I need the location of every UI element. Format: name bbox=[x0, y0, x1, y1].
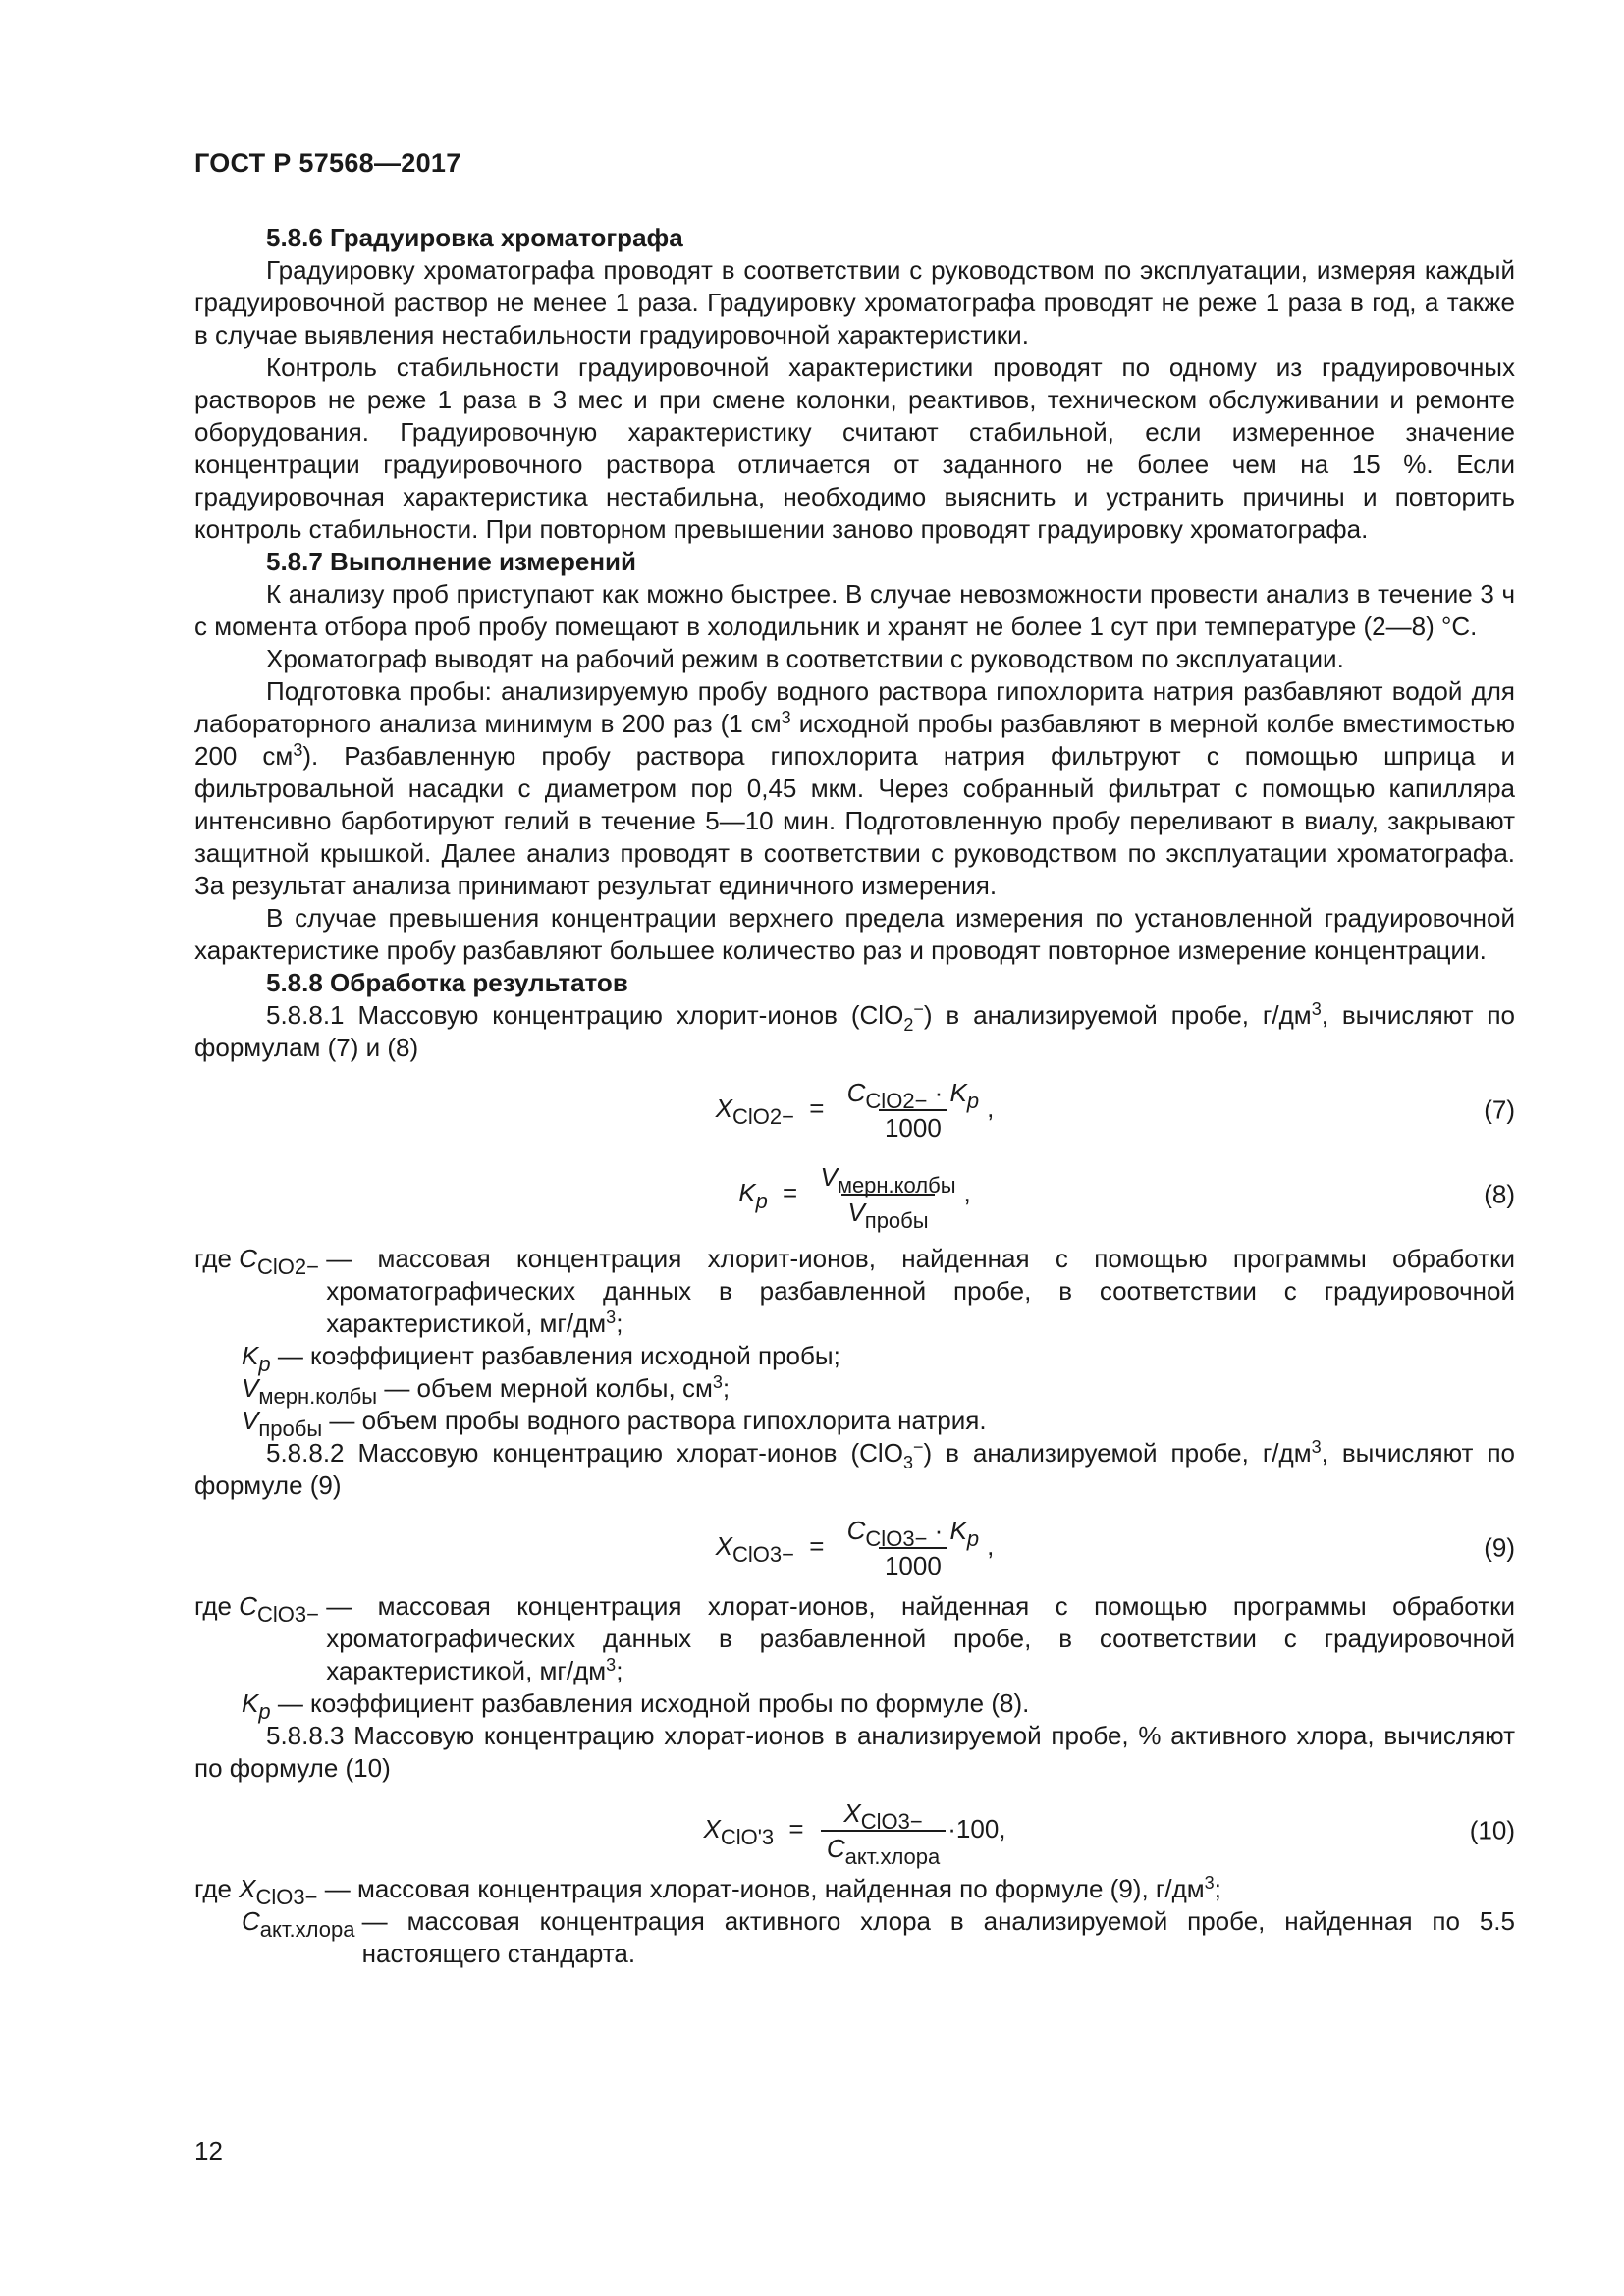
equals-sign: = bbox=[788, 1813, 804, 1843]
formula-8 bbox=[194, 1152, 1515, 1237]
definition-term bbox=[194, 1590, 326, 1627]
paragraph: В случае превышения концентрации верхнего предела измерения по установленной градуировочной характеристике пробу разбавляют большее количество раз и проводят повторное измерение концентрации. bbox=[194, 903, 1515, 965]
subscript bbox=[967, 1089, 979, 1113]
subscript: 3 bbox=[902, 1453, 913, 1472]
definition-term bbox=[242, 1372, 384, 1409]
definition-term bbox=[242, 1687, 278, 1724]
denominator bbox=[821, 1830, 946, 1869]
text-run: − bbox=[914, 1089, 928, 1113]
superscript: 3 bbox=[293, 740, 303, 760]
superscript: 3 bbox=[781, 708, 791, 727]
text-run: 3 bbox=[769, 1541, 783, 1567]
subscript: пробы bbox=[258, 1416, 323, 1441]
symbol: C bbox=[846, 1516, 866, 1545]
text-run: , вычисляют по формулам (7) и (8) bbox=[194, 1000, 1515, 1062]
page-number: 12 bbox=[194, 2136, 223, 2165]
text-run: ClO bbox=[720, 1824, 758, 1849]
symbol: C bbox=[239, 1244, 257, 1273]
text-run: 2 bbox=[294, 1255, 307, 1279]
text-run: — массовая концентрация хлорат-ионов, найденная по формуле (9), г/дм bbox=[324, 1874, 1205, 1903]
subscript: мерн.колбы bbox=[837, 1173, 956, 1198]
text-run: ClO bbox=[256, 1602, 295, 1627]
definition-term bbox=[194, 1873, 325, 1909]
text-run: — массовая концентрация хлорат-ионов, найденная с помощью программы обработки хроматографических данных в разбавленной пробе, в соответствии с градуировочной характеристикой, мг/дм bbox=[326, 1591, 1515, 1685]
formula-body: $X_{ClO2-}$ = $\frac{C_{ClO2-} \cdot K_p}{1000}$ , bbox=[715, 1078, 995, 1143]
equation-number: (10) bbox=[1469, 1815, 1515, 1845]
text-run: ). Разбавленную пробу раствора гипохлорита натрия фильтруют с помощью шприца и фильтровальной насадки с диаметром пор 0,45 мкм. Через собранный фильтрат с помощью капилляра интенсивно барботируют гелий в течение 5—10 мин. Подготовленную пробу переливают в виалу, закрывают защитной крышкой. Далее анализ проводят в соответствии с руководством по эксплуатации хроматографа. За результат анализа принимают результат единичного измерения. bbox=[194, 741, 1515, 900]
definition-row bbox=[194, 1340, 1515, 1376]
text-run: − bbox=[304, 1885, 318, 1909]
formula-9 bbox=[194, 1506, 1515, 1590]
subscript bbox=[967, 1526, 979, 1551]
denominator: 1000 bbox=[879, 1109, 947, 1143]
text-run: 3 bbox=[897, 1809, 910, 1834]
text-run: 2 bbox=[902, 1089, 915, 1113]
text-run: ClO bbox=[731, 1103, 770, 1129]
text-run: ' bbox=[757, 1824, 762, 1849]
formula-body: $K_p$ = $\frac{V_{мерн.колбы}}{V_{пробы}}$ , bbox=[738, 1162, 971, 1233]
formula-10 bbox=[194, 1789, 1515, 1873]
denominator: 1000 bbox=[879, 1547, 947, 1580]
paragraph bbox=[194, 675, 1515, 902]
text-run: — массовая концентрация хлорит-ионов, найденная с помощью программы обработки хроматографических данных в разбавленной пробе, в соответствии с градуировочной характеристикой, мг/дм bbox=[326, 1244, 1515, 1338]
text-run: , вычисляют по формуле (9) bbox=[194, 1438, 1516, 1500]
symbol: C bbox=[846, 1078, 866, 1107]
subscript: акт.хлора bbox=[844, 1844, 941, 1869]
definition-text: — массовая концентрация хлорит-ионов, найденная с помощью программы обработки хроматографических данных в разбавленной пробе, в соответствии с градуировочной характеристикой, $мг/дм^3$; bbox=[326, 1244, 1515, 1338]
equation-number: (8) bbox=[1484, 1179, 1515, 1209]
subscript: 2 bbox=[903, 1015, 914, 1035]
text-run: ClO bbox=[865, 1089, 903, 1113]
section-heading-5-8-6: 5.8.6 Градуировка хроматографа bbox=[266, 223, 683, 252]
symbol: X bbox=[715, 1093, 732, 1123]
subscript: акт.хлора bbox=[259, 1917, 355, 1942]
text-run: − bbox=[306, 1255, 319, 1279]
symbol: V bbox=[820, 1162, 838, 1192]
definition-term bbox=[242, 1340, 278, 1376]
numerator: $C_{ClO3-} \cdot K_p$ bbox=[846, 1516, 980, 1551]
paragraph: Хроматограф выводят на рабочий режим в соответствии с руководством по эксплуатации. bbox=[266, 644, 1344, 673]
symbol: X bbox=[703, 1813, 721, 1843]
subscript bbox=[257, 1602, 319, 1627]
fraction bbox=[841, 1516, 985, 1580]
symbol: K bbox=[949, 1078, 967, 1107]
symbol: K bbox=[242, 1688, 259, 1718]
symbol: X bbox=[843, 1798, 861, 1828]
subscript bbox=[721, 1825, 774, 1849]
text-run: 3 bbox=[293, 1885, 305, 1909]
text-run: исходной пробы разбавляют в мерной колбе вместимостью 200 см bbox=[194, 709, 1515, 771]
text-run: ) в анализируемой пробе, г/дм bbox=[923, 1000, 1312, 1030]
text-run: − bbox=[914, 1526, 928, 1551]
equals-sign: = bbox=[809, 1093, 825, 1123]
text-run: 2 bbox=[769, 1103, 783, 1129]
paragraph: 5.8.8.3 Массовую концентрацию хлорат-ионов в анализируемой пробе, % активного хлора, вычисляют по формуле (10) bbox=[194, 1721, 1515, 1783]
symbol: V bbox=[847, 1198, 865, 1227]
fraction bbox=[821, 1798, 946, 1869]
superscript: 3 bbox=[1311, 999, 1322, 1019]
fraction bbox=[814, 1162, 961, 1233]
definition-term bbox=[242, 1405, 329, 1441]
subscript bbox=[732, 1104, 794, 1129]
definition-row bbox=[194, 1405, 1515, 1441]
page-content bbox=[194, 222, 1515, 1970]
text-run: 3 bbox=[761, 1824, 775, 1849]
definition-row bbox=[194, 1905, 1515, 1970]
paragraph bbox=[194, 999, 1515, 1064]
equation-number: (7) bbox=[1484, 1095, 1515, 1125]
subscript: мерн.колбы bbox=[258, 1384, 378, 1409]
definition-row bbox=[194, 1590, 1515, 1687]
definition-text: — коэффициент разбавления исходной пробы; bbox=[277, 1341, 840, 1370]
text-run: − bbox=[782, 1541, 794, 1567]
text-run: 5.8.8.2 Массовую концентрацию хлорат-ионов (ClO bbox=[266, 1438, 903, 1468]
definition-text: — коэффициент разбавления исходной пробы по формуле (8). bbox=[277, 1688, 1030, 1718]
symbol: K bbox=[949, 1516, 967, 1545]
text-run: p bbox=[258, 1699, 271, 1724]
formula-7 bbox=[194, 1068, 1515, 1152]
symbol: C bbox=[242, 1906, 260, 1936]
text-run: − bbox=[782, 1103, 794, 1129]
text-run: 3 bbox=[902, 1526, 915, 1551]
superscript: − bbox=[913, 999, 924, 1019]
definition-row bbox=[194, 1873, 1515, 1909]
text-run: 3 bbox=[294, 1602, 307, 1627]
paragraph: Контроль стабильности градуировочной характеристики проводят по одному из градуировочных растворов не реже 1 раза в 3 мес и при смене колонки, реактивов, техническом обслуживании и ремонте оборудования. Градуировочную характеристику считают стабильной, если измеренное значение концентрации градуировочного раствора отличается от заданного не более чем на 15 %. Если градуировочная характеристика нестабильна, необходимо выяснить и устранить причины и повторить контроль стабильности. При повторном превышении заново проводят градуировку хроматографа. bbox=[194, 352, 1515, 544]
definition-text: — объем пробы водного раствора гипохлорита натрия. bbox=[329, 1406, 987, 1435]
equation-number: (9) bbox=[1484, 1532, 1515, 1563]
equals-sign: = bbox=[783, 1177, 798, 1207]
definition-row bbox=[194, 1687, 1515, 1724]
text-run: где bbox=[194, 1874, 240, 1903]
text-run: p bbox=[966, 1089, 980, 1113]
numerator bbox=[814, 1162, 961, 1198]
superscript: 3 bbox=[1204, 1873, 1215, 1893]
section-heading-5-8-7: 5.8.7 Выполнение измерений bbox=[266, 547, 636, 576]
text-run: − bbox=[306, 1602, 319, 1627]
numerator: $C_{ClO2-} \cdot K_p$ bbox=[846, 1078, 980, 1113]
multiplier: ·100, bbox=[947, 1813, 1006, 1843]
text-run: p bbox=[966, 1526, 980, 1551]
superscript: 3 bbox=[1311, 1437, 1322, 1457]
symbol: V bbox=[242, 1373, 259, 1403]
text-run: где bbox=[194, 1591, 240, 1621]
definition-text: — массовая концентрация хлорат-ионов, найденная по формуле (9), $г/дм^3$; bbox=[324, 1873, 1221, 1903]
superscript: 3 bbox=[606, 1308, 617, 1327]
symbol: C bbox=[826, 1834, 845, 1863]
formula-body bbox=[703, 1798, 1006, 1869]
symbol: K bbox=[242, 1341, 259, 1370]
text-run: − bbox=[909, 1809, 923, 1834]
text-run: ClO bbox=[865, 1526, 903, 1551]
text-run: ClO bbox=[860, 1809, 898, 1834]
numerator bbox=[838, 1798, 928, 1834]
definition-text: — массовая концентрация хлорат-ионов, найденная с помощью программы обработки хроматографических данных в разбавленной пробе, в соответствии с градуировочной характеристикой, $мг/дм^3$; bbox=[326, 1591, 1515, 1685]
text-run: Подготовка пробы: анализируемую пробу водного раствора гипохлорита натрия разбавляют водой для лабораторного анализа минимум в 200 раз (1 см bbox=[194, 676, 1515, 738]
symbol: C bbox=[239, 1591, 257, 1621]
symbol: X bbox=[239, 1874, 256, 1903]
symbol: X bbox=[715, 1530, 732, 1561]
subscript: пробы bbox=[864, 1208, 929, 1233]
fraction bbox=[841, 1078, 985, 1143]
subscript bbox=[732, 1542, 794, 1567]
text-run: где bbox=[194, 1244, 240, 1273]
definition-row bbox=[194, 1243, 1515, 1340]
definition-text: — объем мерной колбы, $см^3$; bbox=[384, 1372, 731, 1403]
paragraph: К анализу проб приступают как можно быстрее. В случае невозможности провести анализ в течение 3 ч с момента отбора проб пробу помещают в холодильник и хранят не более 1 сут при температуре (2—8) °С. bbox=[194, 579, 1515, 641]
definition-term bbox=[194, 1243, 326, 1279]
text-run: 5.8.8.1 Массовую концентрацию хлорит-ионов (ClO bbox=[266, 1000, 904, 1030]
definition-row bbox=[194, 1372, 1515, 1409]
symbol: K bbox=[738, 1177, 756, 1207]
paragraph: Градуировку хроматографа проводят в соответствии с руководством по эксплуатации, измеряя каждый градуировочной раствор не менее 1 раза. Градуировку хроматографа проводят не реже 1 раза в год, а также в случае выявления нестабильности градуировочной характеристики. bbox=[194, 255, 1515, 349]
text-run: ) в анализируемой пробе, г/дм bbox=[923, 1438, 1312, 1468]
document-header: ГОСТ Р 57568—2017 bbox=[194, 148, 461, 178]
superscript: − bbox=[912, 1437, 924, 1457]
text-run: ClO bbox=[256, 1255, 295, 1279]
subscript bbox=[756, 1189, 768, 1213]
superscript: 3 bbox=[712, 1372, 723, 1392]
definition-text: — массовая концентрация активного хлора в анализируемой пробе, найденная по 5.5 настоящего стандарта. bbox=[361, 1906, 1515, 1968]
formula-body: $X_{ClO3-}$ = $\frac{C_{ClO3-} \cdot K_p}{1000}$ , bbox=[715, 1516, 995, 1580]
definition-term bbox=[242, 1905, 362, 1942]
text-run: p bbox=[258, 1352, 271, 1376]
text-run: ClO bbox=[255, 1885, 294, 1909]
superscript: 3 bbox=[606, 1655, 617, 1675]
text-run: — объем мерной колбы, см bbox=[384, 1373, 713, 1403]
subscript bbox=[257, 1255, 319, 1279]
symbol: V bbox=[242, 1406, 259, 1435]
equals-sign: = bbox=[809, 1530, 825, 1561]
denominator bbox=[841, 1194, 934, 1233]
text-run: ClO bbox=[731, 1541, 770, 1567]
text-run: p bbox=[755, 1188, 768, 1213]
paragraph bbox=[194, 1437, 1515, 1502]
section-heading-5-8-8: 5.8.8 Обработка результатов bbox=[266, 968, 628, 997]
